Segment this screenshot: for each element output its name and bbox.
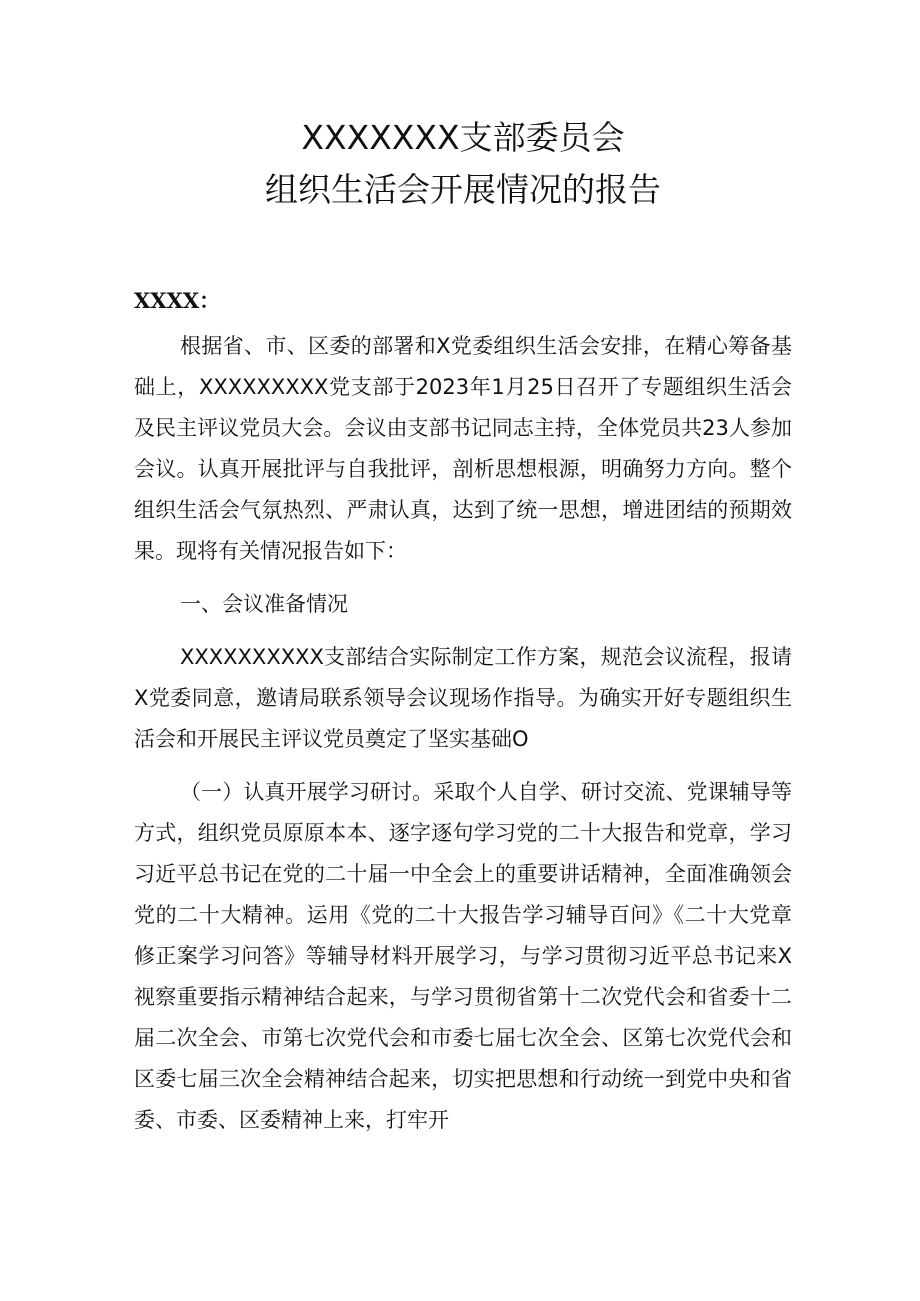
paragraph-preparation: XXXXXXXXXX支部结合实际制定工作方案，规范会议流程，报请X党委同意，邀请局联系领导会议现场作指导。为确实开好专题组织生活会和开展民主评议党员奠定了坚实基础O xyxy=(134,645,792,751)
section-heading-1: 一、会议准备情况 xyxy=(180,592,348,616)
title-line-2: 组织生活会开展情况的报告 xyxy=(265,170,661,209)
document-title xyxy=(134,112,792,216)
paragraph-study: （一）认真开展学习研讨。采取个人自学、研讨交流、党课辅导等方式，组织党员原原本本、逐字逐句学习党的二十大报告和党章，学习习近平总书记在党的二十届一中全会上的重要讲话精神，全面准确领会党的二十大精神。运用《党的二十大报告学习辅导百问》《二十大党章修正案学习问答》等辅导材料开展学习，与学习贯彻习近平总书记来X视察重要指示精神结合起来，与学习贯彻省第十二次党代会和省委十二届二次全会、市第七次党代会和市委七届七次全会、区第七次党代会和区委七届三次全会精神结合起来，切实把思想和行动统一到党中央和省委、市委、区委精神上来，打牢开 xyxy=(134,780,792,1132)
paragraph-intro: 根据省、市、区委的部署和X党委组织生活会安排，在精心筹备基础上，XXXXXXXXX党支部于2023年1月25日召开了专题组织生活会及民主评议党员大会。会议由支部书记同志主持，全体党员共23人参加会议。认真开展批评与自我批评，剖析思想根源，明确努力方向。整个组织生活会气氛热烈、严肃认真，达到了统一思想，增进团结的预期效果。现将有关情况报告如下： xyxy=(134,334,792,563)
salutation: XXXX： xyxy=(134,288,221,313)
title-line-1: XXXXXXX支部委员会 xyxy=(301,118,625,157)
